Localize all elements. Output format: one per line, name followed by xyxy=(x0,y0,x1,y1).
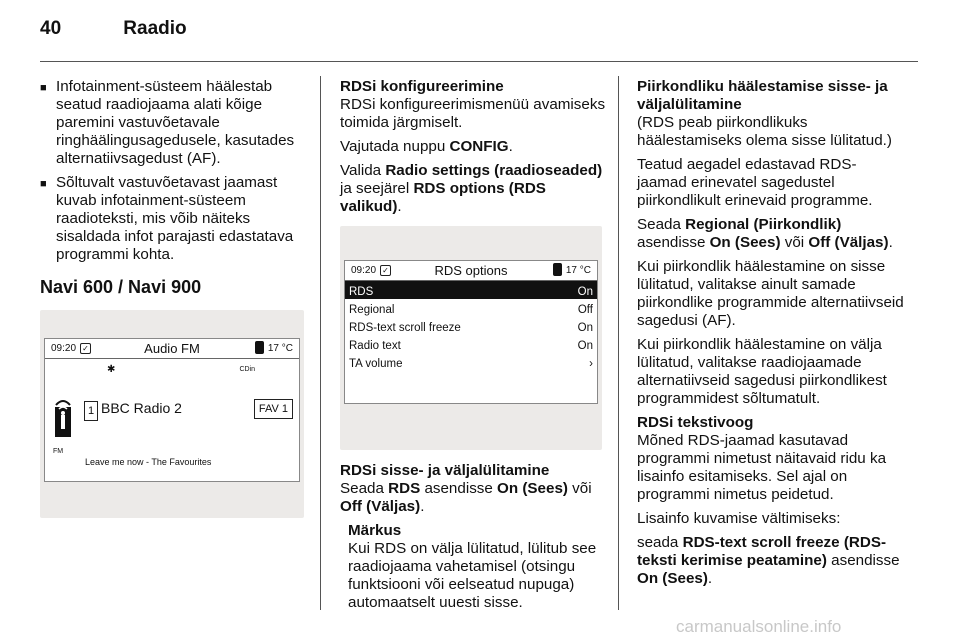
radiotext: Leave me now - The Favourites xyxy=(85,457,212,467)
bullet-icon: ■ xyxy=(40,178,47,190)
rds-option-row: TA volume › xyxy=(349,358,593,370)
rds-option-row: RDS On xyxy=(345,281,597,299)
audio-fm-screen-image xyxy=(40,310,304,518)
header-rule xyxy=(40,61,918,62)
band-label: FM xyxy=(53,448,64,455)
check-icon: ✓ xyxy=(80,343,91,354)
watermark: carmanualsonline.info xyxy=(676,617,842,636)
screen-clock: 09:20 xyxy=(351,264,377,276)
section-heading: RDSi tekstivoog xyxy=(637,414,754,431)
column-divider-2 xyxy=(618,76,619,610)
section-heading: RDSi sisse- ja väljalülitamine xyxy=(340,462,550,479)
screen-clock: 09:20 xyxy=(51,342,77,354)
check-icon: ✓ xyxy=(380,265,391,276)
screen-title: Audio FM xyxy=(144,340,200,356)
screen-temp: 17 °C xyxy=(553,262,591,280)
column-2: RDSi konfigureerimine RDSi konfigureerimismenüü avamiseks toimida järgmiselt. Vajutada nuppu CONFIG. Valida Radio settings (raadioseaded) ja seejärel RDS options (RDS valikud). 09:20 ✓ RDS options 17 °C RDS On Regional Off RDS-text scroll freeze On Radio text On TA volume › RDSi sisse- ja väljalülitamine Seada RDS asendisse On (Sees) või Off (Väljas). Märkus Kui RDS on välja lülitatud, lülitub see raadiojaama vahetamisel (otsingu funktsiooni või eelseatud nupuga) automaatselt uuesti sisse. xyxy=(340,78,608,612)
rds-option-row: RDS-text scroll freeze On xyxy=(349,322,593,334)
section-heading: RDSi konfigureerimine xyxy=(340,78,504,95)
note-title: Märkus xyxy=(348,522,402,539)
page-header xyxy=(40,18,187,40)
bullet-icon: ■ xyxy=(40,82,47,94)
column-1 xyxy=(40,78,310,518)
section-title: Navi 600 / Navi 900 xyxy=(40,277,202,297)
note-box xyxy=(340,522,608,612)
radio-antenna-icon xyxy=(53,397,73,437)
note-text: Kui RDS on välja lülitatud, lülitub see raadiojaama vahetamisel (otsingu funktsiooni või eelseatud nupuga) automaatselt uuesti sisse. xyxy=(348,540,597,611)
screen-title: RDS options xyxy=(434,262,508,278)
cdin-label: CDin xyxy=(239,366,255,373)
rds-option-row: Radio text On xyxy=(349,340,593,352)
screen-temp: 17 °C xyxy=(255,340,293,358)
list-item: ■ Sõltuvalt vastuvõetavast jaamast kuvab infotainment-süsteem raadioteksti, mis võib näiteks sisaldada infot parajasti edastatava programmi kohta. xyxy=(40,174,294,263)
chapter-title: Raadio xyxy=(123,18,187,39)
station-name: BBC Radio 2 xyxy=(101,400,182,416)
column-divider-1 xyxy=(320,76,321,610)
fav-button: FAV 1 xyxy=(254,399,293,419)
page-number: 40 xyxy=(40,18,62,39)
section-heading: Piirkondliku häälestamise sisse- ja väljalülitamine xyxy=(637,78,888,113)
bluetooth-icon: ✱ xyxy=(107,364,116,375)
preset-number: 1 xyxy=(84,401,98,421)
rds-option-row: Regional Off xyxy=(349,304,593,316)
list-item: ■ Infotainment-süsteem häälestab seatud raadiojaama alati kõige paremini vastuvõetavale ringhäälingusagedusele, kasutades alternatiivsagedust (AF). xyxy=(40,78,295,167)
column-3: Piirkondliku häälestamise sisse- ja väljalülitamine (RDS peab piirkondlikuks häälestamiseks olema sisse lülitatud.) Teatud aegadel edastavad RDS-jaamad erinevatel sagedustel piirkondlikult erinevaid programme. Seada Regional (Piirkondlik) asendisse On (Sees) või Off (Väljas). Kui piirkondlik häälestamine on sisse lülitatud, valitakse ainult samade piirkondlike programmide alternatiivseid sagedusi (AF). Kui piirkondlik häälestamine on välja lülitatud, valitakse raadiojaamade alternatiivseid sagedusi piirkondlikest programmidest sõltumatult. RDSi tekstivoog Mõned RDS-jaamad kasutavad programmi nimetust näitavaid ridu ka lisainfo esitamiseks. Sel ajal on programmi nimetus peidetud. Lisainfo kuvamise vältimiseks: seada RDS-text scroll freeze (RDS-teksti kerimise peatamine) asendisse On (Sees). xyxy=(637,78,904,587)
rds-options-screen-image xyxy=(340,226,602,450)
